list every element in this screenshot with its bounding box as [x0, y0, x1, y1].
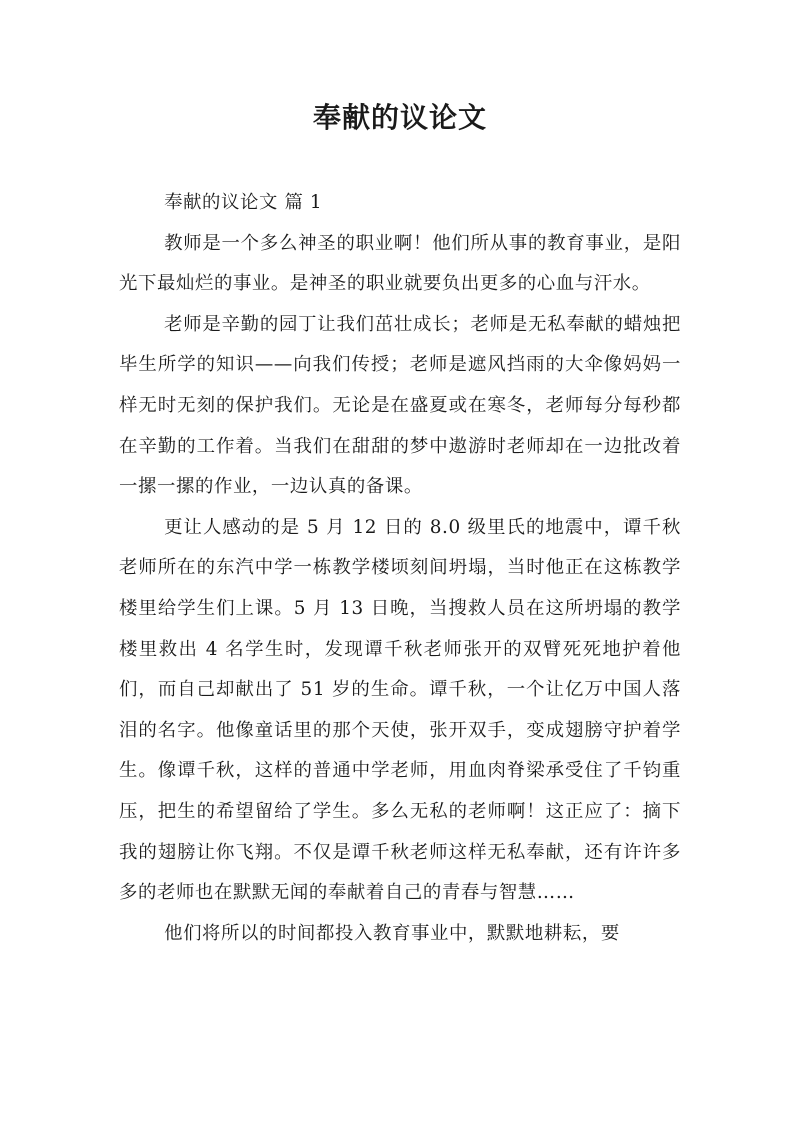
paragraph-3: 更让人感动的是 5 月 12 日的 8.0 级里氏的地震中，谭千秋老师所在的东汽中学一栋教学楼顷刻间坍塌，当时他正在这栋教学楼里给学生们上课。5 月 13 日晚，当搜救人员在这所坍塌的教学楼里救出 4 名学生时，发现谭千秋老师张开的双臂死死地护着他们，而自己却献出了 51 岁的生命。谭千秋，一个让亿万中国人落泪的名字。他像童话里的那个天使，张开双手，变成翅膀守护着学生。像谭千秋，这样的普通中学老师，用血肉脊梁承受住了千钧重压，把生的希望留给了学生。多么无私的老师啊！这正应了：摘下我的翅膀让你飞翔。不仅是谭千秋老师这样无私奉献，还有许许多多的老师也在默默无闻的奉献着自己的青春与智慧……	[119, 516, 681, 904]
document-title: 奉献的议论文	[312, 101, 487, 134]
paragraph-4: 他们将所以的时间都投入教育事业中，默默地耕耘，要	[164, 922, 620, 944]
section-heading: 奉献的议论文 篇 1	[164, 192, 323, 213]
document-body	[119, 183, 681, 954]
paragraph-1: 教师是一个多么神圣的职业啊！他们所从事的教育事业，是阳光下最灿烂的事业。是神圣的职业就要负出更多的心血与汗水。	[119, 232, 681, 295]
paragraph-2: 老师是辛勤的园丁让我们茁壮成长；老师是无私奉献的蜡烛把毕生所学的知识——向我们传授；老师是遮风挡雨的大伞像妈妈一样无时无刻的保护我们。无论是在盛夏或在寒冬，老师每分每秒都在辛勤的工作着。当我们在甜甜的梦中遨游时老师却在一边批改着一摞一摞的作业，一边认真的备课。	[119, 313, 681, 498]
